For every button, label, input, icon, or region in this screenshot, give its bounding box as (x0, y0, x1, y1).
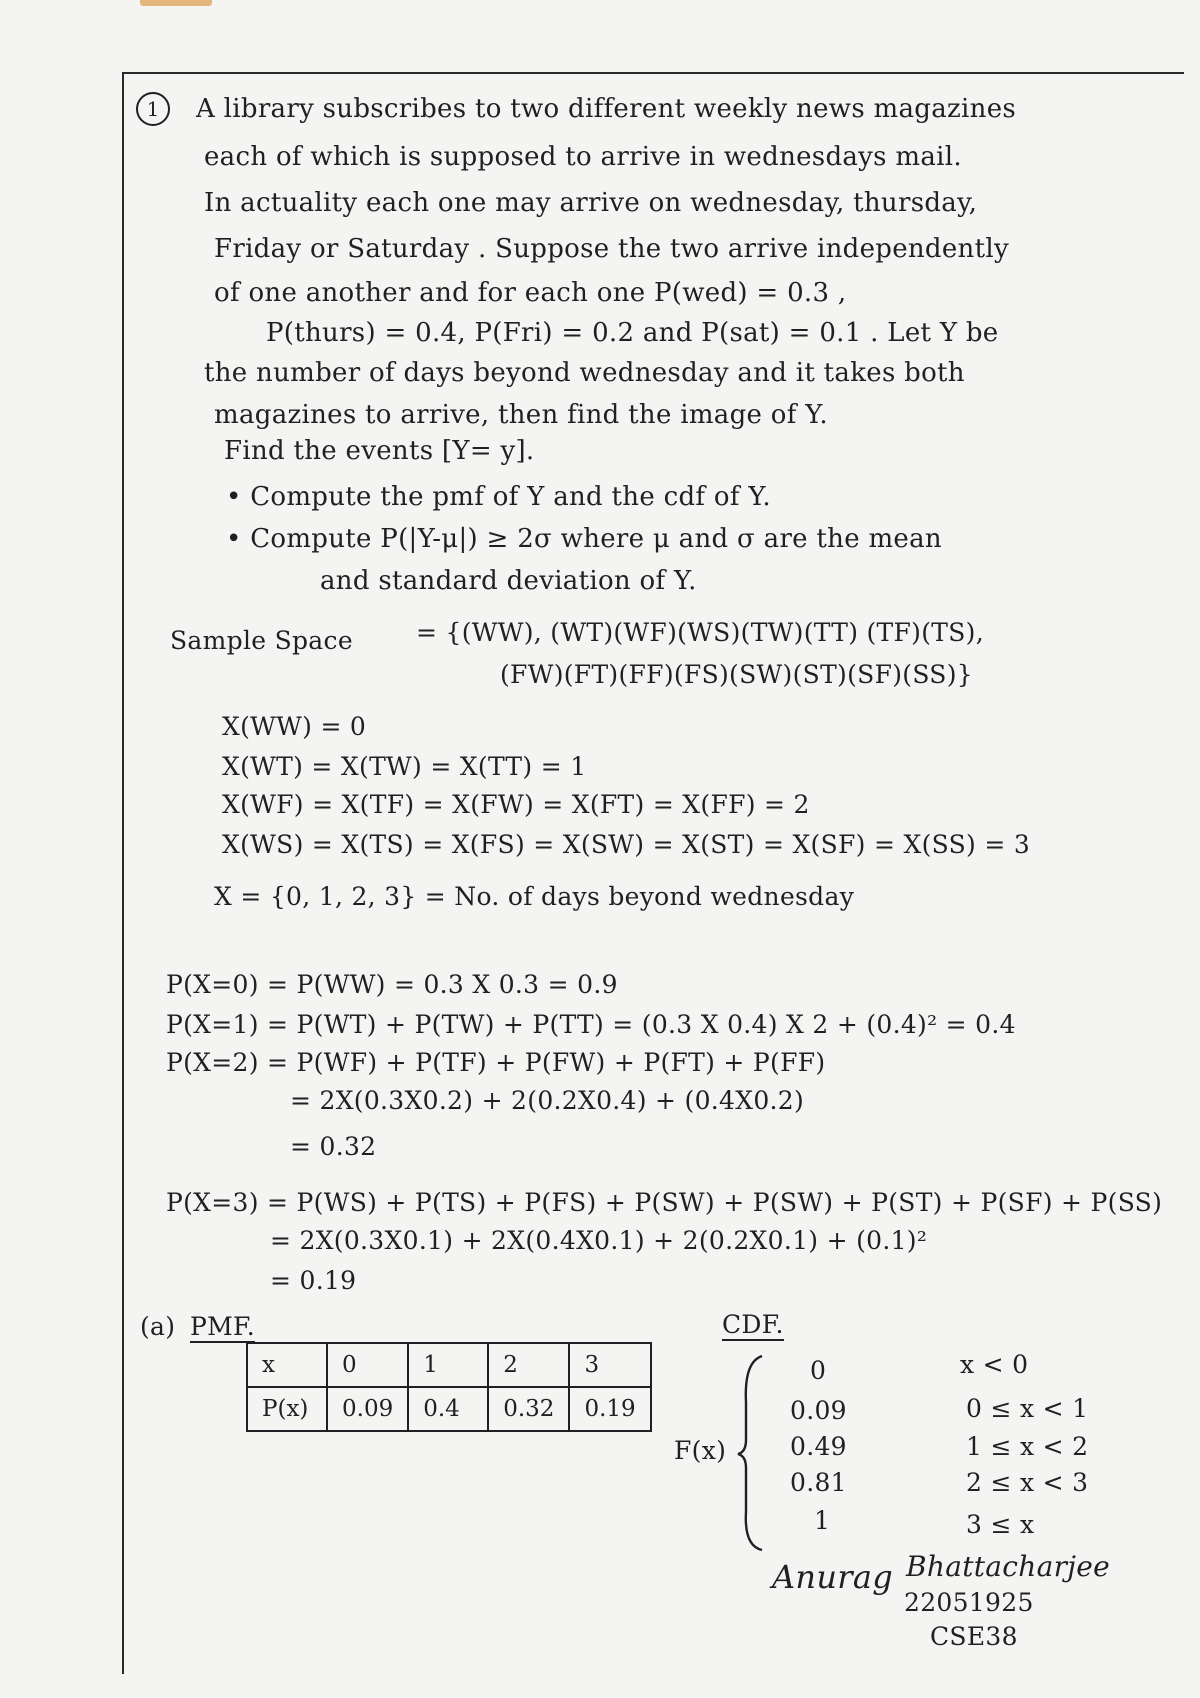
prob-x0: P(X=0) = P(WW) = 0.3 X 0.3 = 0.9 (166, 970, 618, 999)
tape-strip (140, 0, 212, 6)
question-line-7: the number of days beyond wednesday and it takes both (204, 358, 965, 388)
mapping-line-3: X(WF) = X(TF) = X(FW) = X(FT) = X(FF) = 2 (222, 790, 810, 819)
pmf-cell: 0.09 (327, 1387, 408, 1431)
question-line-6: P(thurs) = 0.4, P(Fri) = 0.2 and P(sat) = 0.1 . Let Y be (266, 318, 999, 348)
cdf-value-4: 1 (814, 1506, 831, 1535)
prob-x2-line-3: = 0.32 (290, 1132, 377, 1161)
sample-space-line-2: (FW)(FT)(FF)(FS)(SW)(ST)(SF)(SS)} (500, 660, 973, 689)
pmf-cell: 1 (408, 1343, 488, 1387)
sample-space-line-1: = {(WW), (WT)(WF)(WS)(TW)(TT) (TF)(TS), (416, 618, 984, 647)
prob-x3-line-1: P(X=3) = P(WS) + P(TS) + P(FS) + P(SW) + P(SW) + P(ST) + P(SF) + P(SS) (166, 1188, 1163, 1217)
cdf-range-4: 3 ≤ x (966, 1510, 1035, 1539)
question-line-4: Friday or Saturday . Suppose the two arrive independently (214, 234, 1009, 264)
bullet-2-line-1: • Compute P(|Y-μ|) ≥ 2σ where μ and σ are the mean (226, 524, 942, 554)
signature-first-name: Anurag (772, 1558, 893, 1596)
question-line-8: magazines to arrive, then find the image of Y. (214, 400, 828, 430)
question-line-1: A library subscribes to two different weekly news magazines (196, 94, 1017, 124)
student-section: CSE38 (930, 1622, 1018, 1651)
bullet-2-line-2: and standard deviation of Y. (320, 566, 697, 596)
prob-x2-line-2: = 2X(0.3X0.2) + 2(0.2X0.4) + (0.4X0.2) (290, 1086, 805, 1115)
cdf-value-3: 0.81 (790, 1468, 847, 1497)
cdf-value-1: 0.09 (790, 1396, 847, 1425)
pmf-cell: 0 (327, 1343, 408, 1387)
pmf-cell: 0.4 (408, 1387, 488, 1431)
mapping-line-4: X(WS) = X(TS) = X(FS) = X(SW) = X(ST) = X(SF) = X(SS) = 3 (222, 830, 1031, 859)
question-line-3: In actuality each one may arrive on wednesday, thursday, (204, 188, 978, 218)
pmf-row-x (247, 1343, 651, 1387)
prob-x3-line-3: = 0.19 (270, 1266, 357, 1295)
signature-last-name: Bhattacharjee (906, 1550, 1111, 1583)
question-line-5: of one another and for each one P(wed) = 0.3 , (214, 278, 847, 308)
pmf-table (246, 1342, 652, 1432)
prob-x3-line-2: = 2X(0.3X0.1) + 2X(0.4X0.1) + 2(0.2X0.1) + (0.1)² (270, 1226, 928, 1255)
student-roll: 22051925 (904, 1588, 1034, 1617)
cdf-range-0: x < 0 (960, 1350, 1029, 1379)
range-line: X = {0, 1, 2, 3} = No. of days beyond wednesday (214, 882, 855, 911)
cdf-value-2: 0.49 (790, 1432, 847, 1461)
cdf-range-3: 2 ≤ x < 3 (966, 1468, 1089, 1497)
pmf-cell: 3 (569, 1343, 650, 1387)
prob-x2-line-1: P(X=2) = P(WF) + P(TF) + P(FW) + P(FT) + P(FF) (166, 1048, 826, 1077)
mapping-line-2: X(WT) = X(TW) = X(TT) = 1 (222, 752, 587, 781)
bullet-1: • Compute the pmf of Y and the cdf of Y. (226, 482, 771, 512)
cdf-heading: CDF. (722, 1310, 784, 1339)
sample-space-label: Sample Space (170, 626, 353, 655)
cdf-function-label: F(x) (674, 1436, 727, 1465)
cdf-range-1: 0 ≤ x < 1 (966, 1394, 1089, 1423)
pmf-cell: 0.32 (488, 1387, 569, 1431)
pmf-cell: 0.19 (569, 1387, 650, 1431)
pmf-header-x: x (247, 1343, 327, 1387)
cdf-brace (736, 1352, 766, 1552)
question-line-2: each of which is supposed to arrive in wednesdays mail. (204, 142, 962, 172)
cdf-value-0: 0 (810, 1356, 827, 1385)
pmf-header-px: P(x) (247, 1387, 327, 1431)
pmf-part-label: (a) (140, 1312, 176, 1341)
pmf-cell: 2 (488, 1343, 569, 1387)
cdf-range-2: 1 ≤ x < 2 (966, 1432, 1089, 1461)
pmf-row-px (247, 1387, 651, 1431)
question-number-badge: 1 (136, 92, 170, 126)
mapping-line-1: X(WW) = 0 (222, 712, 367, 741)
question-line-9: Find the events [Y= y]. (224, 436, 535, 466)
prob-x1: P(X=1) = P(WT) + P(TW) + P(TT) = (0.3 X 0.4) X 2 + (0.4)² = 0.4 (166, 1010, 1016, 1039)
pmf-heading: PMF. (190, 1312, 256, 1341)
